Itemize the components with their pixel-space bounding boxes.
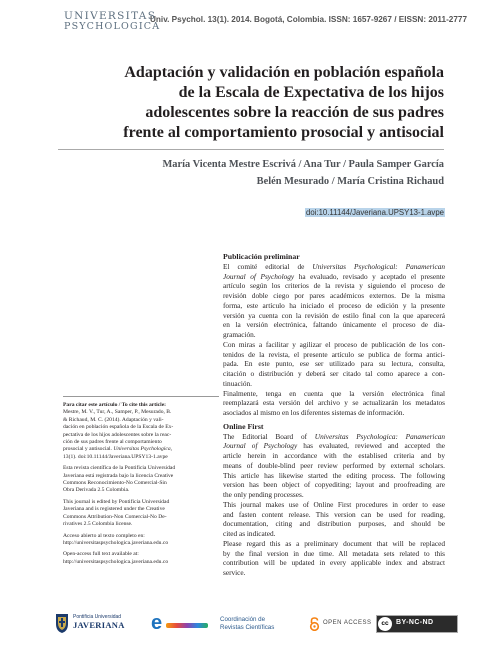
text-line: The Editorial Board of: [223, 431, 315, 441]
license-line: Commons Reconocimiento-No Comercial-Sin: [63, 480, 167, 487]
preliminary-paragraph-1: El comité editorial de Universitas Psychological: Panamerican Journal of Psychology ha evaluado, revisado y aceptado el presente artículo según los criterios de la revista y siguiendo el proceso de revisión doble ciego por pares académicos externos. De la misma forma, este artículo ha iniciado el proceso de edición y la presente versión ya cuenta con la revisión de estilo final con la que aparecerá en la versión electrónica, faltando únicamente el proceso de dia- gramación.: [223, 261, 445, 339]
author-line: Belén Mesurado / María Cristina Richaud: [256, 176, 444, 187]
access-en-block: [63, 551, 219, 566]
text-line: This journal makes use of Online First procedures in order to ease: [223, 499, 445, 509]
puj-line-2: JAVERIANA: [73, 620, 125, 630]
text-line: means of double-blind peer review performed by external scholars.: [223, 460, 445, 470]
text-line: version has been object of copyediting; layout and proofreading are: [223, 480, 445, 490]
text-line: forma, este artículo ha iniciado el proceso de edición y la presente: [223, 300, 445, 310]
journal-name-italic: Universitas Psychological: Panamerican: [312, 261, 445, 271]
text-line: documentation, citing and distribution purposes, and should be: [223, 519, 445, 529]
text-line: article herein in accordance with the establised criteria and by: [223, 451, 445, 460]
creative-commons-badge[interactable]: [376, 615, 458, 633]
online-first-heading: Online First: [223, 421, 264, 431]
open-lock-icon: [308, 617, 321, 631]
citation-heading: Para citar este artículo / To cite this article:: [63, 402, 167, 408]
text-line: tenidos de la revista, el presente artículo se publica de forma antici-: [223, 349, 445, 359]
license-line: Esta revista científica de la Pontificia Universidad: [63, 465, 176, 472]
text-line: tinuación.: [223, 378, 252, 388]
text-line: Con miras a facilitar y agilizar el proceso de publicación de los con-: [223, 339, 445, 349]
text-line: and fasten content release. This version can be used for reading,: [223, 509, 445, 519]
online-first-paragraph-3: [223, 539, 445, 578]
sidebar-divider: [63, 396, 219, 397]
text-line: revisión doble ciego por pares académicos externos. De la misma: [223, 291, 445, 300]
text-line: asociados al mismo en los diferentes sistemas de información.: [223, 408, 405, 417]
license-line: Obra Derivada 2.5 Colombia.: [63, 487, 130, 494]
text-line: en la versión electrónica, faltando únicamente el proceso de dia-: [223, 320, 445, 330]
text-line: versión ya cuenta con la revisión de estilo final con la que aparecerá: [223, 310, 445, 320]
text-line: artículo según los criterios de la revista y siguiendo el proceso de: [223, 281, 445, 291]
citation-line: dación en población española de la Escala de Ex-: [63, 424, 174, 431]
journal-name-italic: Universitas Psychologica,: [113, 446, 173, 453]
text-line: Please regard this as a preliminary document that will be replaced: [223, 538, 445, 548]
open-access-logo: [308, 617, 372, 631]
text-line: This article has likewise started the editing process. The following: [223, 470, 445, 480]
license-line: Javeriana and is registered under the Creative: [63, 506, 165, 513]
citation-block: [63, 402, 219, 461]
access-label: Acceso abierto al texto completo en:: [63, 532, 145, 539]
text-line: the only pending processes.: [223, 490, 304, 499]
title-divider: [58, 149, 444, 150]
text-line: contribution will be updated in every applicable index and abstract: [223, 558, 445, 568]
citation-line: & Richaud, M. C. (2014). Adaptación y vali-: [63, 416, 164, 423]
title-line: de la Escala de Expectativa de los hijos: [178, 84, 444, 101]
license-line: rivatives 2.5 Colombia license.: [63, 521, 133, 528]
citation-sidebar: [63, 402, 219, 570]
epk-logo: [151, 612, 209, 635]
access-url-link[interactable]: http://universitaspsychologica.javeriana.edu.co: [63, 558, 169, 565]
journal-reference: Univ. Psychol. 13(1). 2014. Bogotá, Colombia. ISSN: 1657-9267 / EISSN: 2011-2777: [150, 15, 468, 24]
text-line: cited as indicated.: [223, 529, 276, 538]
notice-column: [223, 252, 445, 578]
title-line: Adaptación y validación en población española: [124, 64, 444, 81]
license-en-block: [63, 499, 219, 529]
text-line: El comité editorial de: [223, 261, 313, 271]
access-url-link[interactable]: http://universitaspsychologica.javeriana.edu.co: [63, 539, 169, 546]
open-access-label: OPEN ACCESS: [323, 620, 372, 626]
journal-name-italic: Journal of Psychology: [223, 441, 298, 451]
footer-logos: [55, 611, 455, 639]
journal-name-italic: Journal of Psychology: [223, 271, 295, 281]
citation-line: ción de sus padres frente al comportamiento: [63, 439, 162, 446]
citation-line: Mestre, M. V., Tur, A., Samper, P., Mesurado, B.: [63, 409, 172, 416]
e-letter-icon: e: [151, 612, 163, 634]
text-line: service.: [223, 568, 246, 577]
journal-name-italic: Universitas Psychologica: Panamerican: [314, 431, 445, 441]
text-line: gramación.: [223, 330, 256, 339]
citation-line: 13(1). doi:10.11144/Javeriana.UPSY13-1.avpe: [63, 453, 168, 460]
cc-icon: cc: [378, 617, 392, 631]
logo-line-2: PSYCHOLOGICA: [64, 21, 161, 32]
title-line: frente al comportamiento prosocial y antisocial: [123, 124, 444, 141]
text-line: reemplazará esta versión del archivo y se actualizarán los metadatos: [223, 398, 445, 408]
license-es-block: [63, 465, 219, 495]
preliminary-paragraph-2: [223, 340, 445, 389]
color-bar-icon: [166, 623, 208, 628]
javeriana-logo: [55, 611, 127, 637]
access-label: Open-access full text available at:: [63, 551, 139, 558]
license-line: Javeriana está registrada bajo la licencia Creative: [63, 472, 174, 479]
journal-logo: [64, 10, 161, 33]
title-line: adolescentes sobre la reacción de sus padres: [145, 104, 444, 121]
text-line: by the final version in due time. All metadata sets related to this: [223, 548, 445, 558]
cc-license-label: BY-NC-ND: [396, 619, 434, 626]
university-shield-icon: [55, 612, 69, 634]
access-es-block: [63, 533, 219, 548]
preliminary-heading: Publicación preliminar: [223, 252, 300, 261]
text-line: Finalmente, tenga en cuenta que la versión electrónica final: [223, 388, 445, 398]
author-list: [44, 156, 444, 190]
text-line: pada. En este punto, ese ser utilizado para su lectura, consulta,: [223, 359, 445, 369]
coord-line-1: Coordinación de: [220, 616, 266, 623]
author-line: María Vicenta Mestre Escrivá / Ana Tur / Paula Samper García: [162, 159, 444, 170]
coordination-logo: [220, 616, 274, 631]
license-line: This journal is edited by Pontificia Universidad: [63, 498, 170, 505]
article-title: [44, 63, 444, 143]
doi-link[interactable]: doi:10.11144/Javeriana.UPSY13-1.avpe: [306, 208, 444, 217]
citation-line: pectativa de los hijos adolescentes sobre la reac-: [63, 431, 172, 438]
license-line: Commons Attribution-Non Comercial-No De-: [63, 513, 167, 520]
puj-line-1: Pontificia Universidad: [73, 614, 122, 620]
text-line: citación o distribución y deberá ser citado tal como aparece a con-: [223, 369, 445, 378]
coord-line-2: Revistas Científicas: [220, 623, 275, 631]
citation-line: prosocial y antisocial.: [63, 446, 114, 453]
online-first-paragraph-2: [223, 500, 445, 539]
online-first-paragraph-1: The Editorial Board of Universitas Psychologica: Panamerican Journal of Psychology has evaluated, reviewed and accepted the article herein in accordance with the establised criteria and by means of double-blind peer review performed by external scholars. This article has likewise started the editing process. The following version has been object of copyediting; layout and proofreading are the only pending processes.: [223, 431, 445, 499]
preliminary-paragraph-3: [223, 389, 445, 418]
logo-line-1: UNIVERSITAS: [64, 10, 157, 22]
